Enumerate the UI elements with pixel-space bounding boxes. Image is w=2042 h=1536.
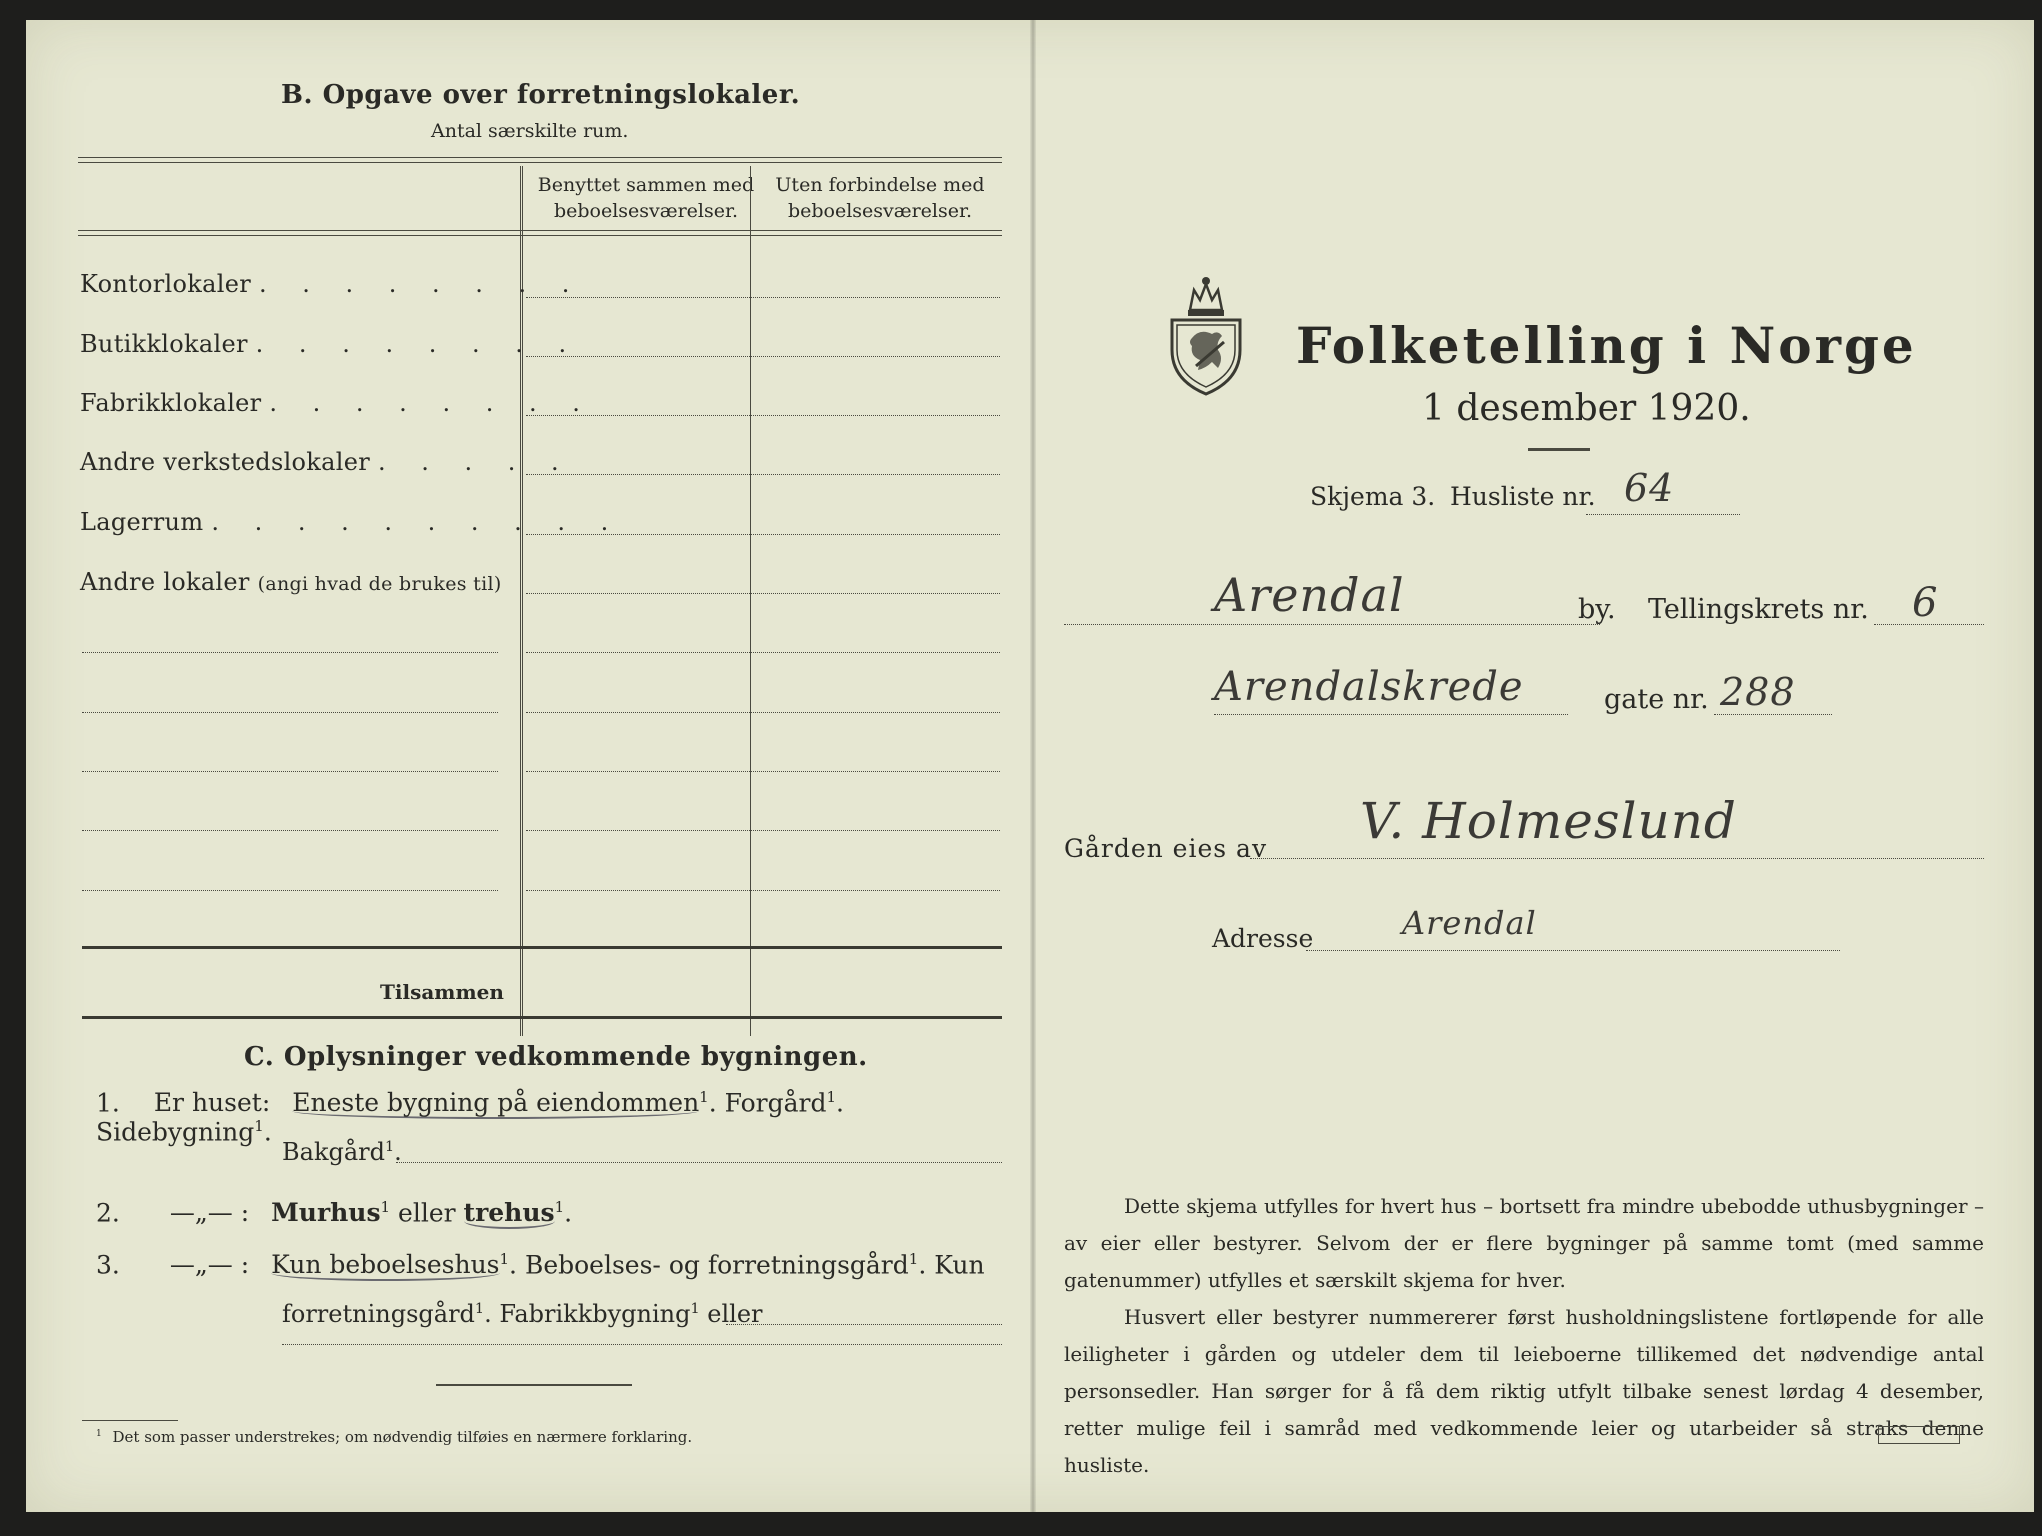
krets-value: 6 — [1912, 580, 1939, 626]
cell-rule — [526, 712, 1000, 713]
city-value: Arendal — [1214, 568, 1405, 622]
section-c-title: C. Oplysninger vedkommende bygningen. — [244, 1042, 868, 1072]
header-bottom-rule — [78, 230, 1002, 231]
question-2: 2. —„— : Murhus$^1$ eller trehus$^1$. — [96, 1198, 573, 1228]
coat-of-arms-icon — [1166, 272, 1246, 396]
blank-label-line — [82, 890, 498, 891]
husliste-label: Husliste nr. — [1450, 482, 1596, 511]
instructions-paragraph-2: Husvert eller bestyrer nummererer først husholdningslistene fortløpende for alle leiligheter i gården og utdeler dem til leieboerne tillikemed det nødvendige antal personsedler. Han sørger for å få dem riktig utfylt tilbake senest lørdag 4 desember, retter mulige feil i samråd med vedkommende leier og utarbeider så straks denne husliste. — [1064, 1305, 1984, 1477]
husliste-value: 64 — [1624, 466, 1675, 510]
krets-line — [1874, 624, 1984, 625]
cell-rule — [526, 593, 1000, 594]
row-label-lager: Lagerrum . . . . . . . . . . — [80, 508, 623, 536]
question-1: 1. Er huset: Eneste bygning på eiendommen$^1$. Forgård$^1$. Sidebygning$^1$. — [96, 1088, 844, 1147]
separator-rule — [436, 1384, 632, 1386]
column-header-1: Benyttet sammen med beboelsesværelser. — [537, 174, 755, 222]
row-label-butikk: Butikklokaler . . . . . . . . — [80, 330, 581, 358]
table-top-rule — [78, 157, 1002, 158]
cover-date: 1 desember 1920. — [1422, 388, 1751, 429]
cell-rule — [526, 356, 1000, 357]
address-value: Arendal — [1402, 904, 1537, 942]
header-bottom-rule-2 — [78, 235, 1002, 236]
section-b-subtitle: Antal særskilte rum. — [431, 120, 629, 142]
row-label-fabrikk: Fabrikklokaler . . . . . . . . — [80, 389, 594, 417]
question-1-cont: Bakgård$^1$. — [282, 1138, 402, 1166]
address-label: Adresse — [1212, 924, 1314, 953]
blank-label-line — [82, 652, 498, 653]
total-top-rule — [82, 946, 1002, 949]
page-fold — [1030, 20, 1036, 1512]
cell-rule — [526, 652, 1000, 653]
row-label-andre: Andre lokaler (angi hvad de brukes til) — [80, 568, 502, 596]
cell-rule — [526, 297, 1000, 298]
owner-value: V. Holmeslund — [1360, 792, 1737, 850]
city-line — [1064, 624, 1600, 625]
q2-option-selected: trehus — [463, 1198, 555, 1228]
blank-line — [396, 1162, 1002, 1163]
cell-rule — [526, 771, 1000, 772]
printer-stamp — [1878, 1426, 1960, 1444]
total-bottom-rule — [82, 1016, 1002, 1019]
blank-label-line — [82, 830, 498, 831]
cell-rule — [526, 474, 1000, 475]
gate-label: gate nr. — [1604, 684, 1709, 715]
footnote-rule — [82, 1420, 178, 1421]
owner-line — [1250, 858, 1984, 859]
question-3-cont: forretningsgård$^1$. Fabrikkbygning$^1$ eller — [282, 1300, 763, 1328]
street-value: Arendalskrede — [1214, 664, 1524, 710]
cell-rule — [526, 415, 1000, 416]
total-label: Tilsammen — [380, 980, 504, 1004]
section-b-title: B. Opgave over forretningslokaler. — [281, 80, 801, 110]
title-divider — [1528, 448, 1590, 451]
blank-label-line — [82, 712, 498, 713]
cell-rule — [526, 890, 1000, 891]
skjema-label: Skjema 3. — [1310, 482, 1436, 511]
row-label-kontor: Kontorlokaler . . . . . . . . — [80, 270, 584, 298]
by-label: by. — [1578, 594, 1616, 625]
gate-line — [1714, 714, 1832, 715]
census-sheet — [26, 20, 2034, 1512]
instructions-paragraph-1: Dette skjema utfylles for hvert hus – bortsett fra mindre ubebodde uthusbygninger – av eier eller bestyrer. Selvom der er flere bygninger på samme tomt (med samme gatenummer) utfylles et særskilt skjema for hver. — [1064, 1194, 1984, 1292]
blank-line — [282, 1344, 1002, 1345]
cell-rule — [526, 534, 1000, 535]
footnote: $^1$ Det som passer understrekes; om nødvendig tilføies en nærmere forklaring. — [96, 1428, 693, 1446]
q1-option-selected: Eneste bygning på eiendommen — [292, 1088, 700, 1118]
cell-rule — [526, 830, 1000, 831]
cover-title: Folketelling i Norge — [1296, 316, 1917, 375]
q3-option-selected: Kun beboelseshus — [271, 1250, 500, 1280]
husliste-line — [1586, 514, 1740, 515]
street-line — [1214, 714, 1568, 715]
owner-label: Gården eies av — [1064, 834, 1268, 863]
krets-label: Tellingskrets nr. — [1648, 594, 1869, 625]
blank-line — [726, 1324, 1002, 1325]
row-label-verksted: Andre verkstedslokaler . . . . . — [80, 448, 573, 476]
column-header-2: Uten forbindelse med beboelsesværelser. — [775, 174, 985, 222]
instructions — [1064, 1188, 1984, 1484]
table-top-rule-2 — [78, 162, 1002, 163]
blank-label-line — [82, 771, 498, 772]
question-3: 3. —„— : Kun beboelseshus$^1$. Beboelses- og forretningsgård$^1$. Kun — [96, 1250, 985, 1280]
address-line — [1306, 950, 1840, 951]
gate-value: 288 — [1720, 670, 1796, 714]
